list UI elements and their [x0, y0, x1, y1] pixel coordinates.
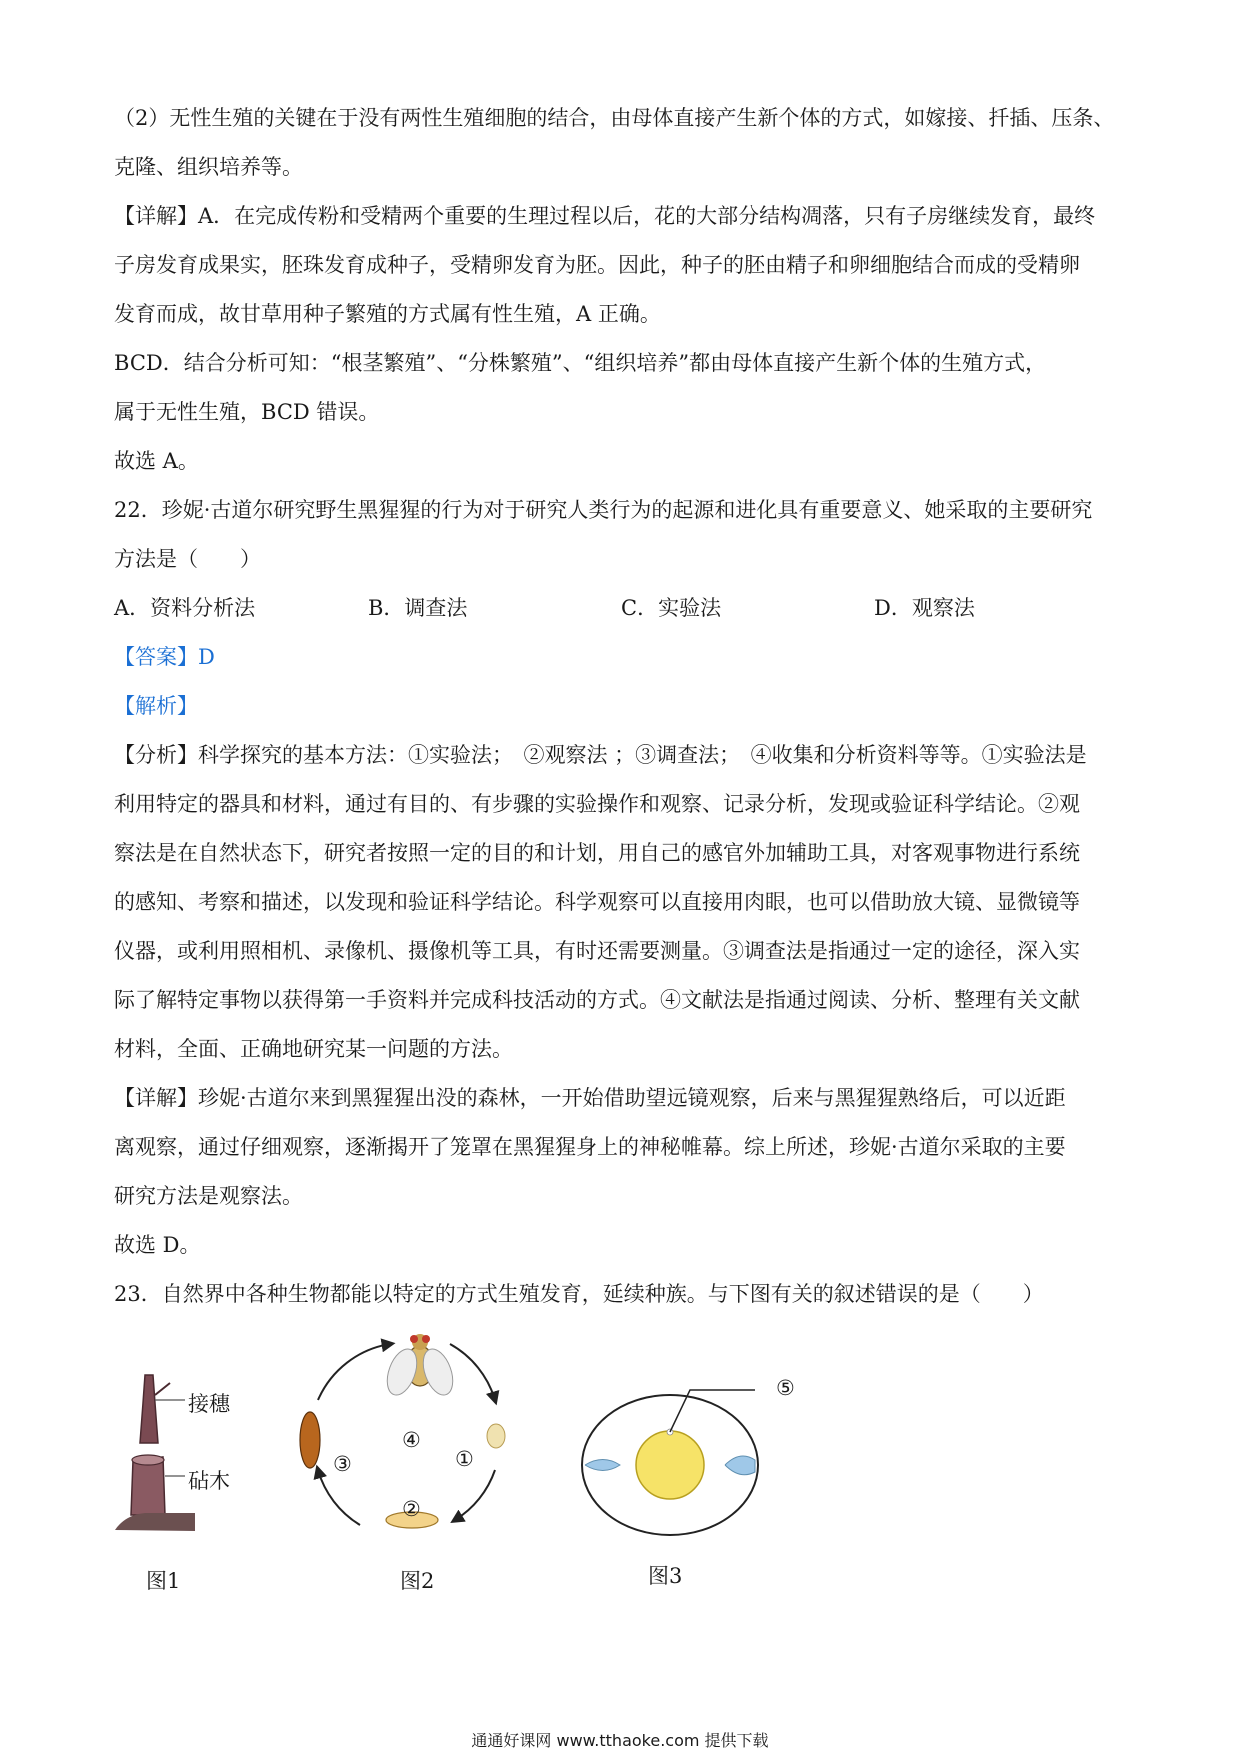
text-line: （2）无性生殖的关键在于没有两性生殖细胞的结合，由母体直接产生新个体的方式，如嫁接、扦插、压条、 [114, 106, 1115, 130]
scion-label: 接穗 [188, 1392, 230, 1416]
text-line: 【详解】A．在完成传粉和受精两个重要的生理过程以后，花的大部分结构凋落，只有子房继续发育，最终 [114, 204, 1096, 228]
text-line: 克隆、组织培养等。 [114, 155, 303, 179]
analysis-label: 【解析】 [114, 694, 198, 718]
stock-label: 砧木 [188, 1469, 230, 1493]
question-22-line1: 22．珍妮·古道尔研究野生黑猩猩的行为对于研究人类行为的起源和进化具有重要意义、她采取的主要研究 [114, 498, 1093, 522]
egg-icon [487, 1424, 505, 1448]
figure-3-egg-structure [575, 1380, 805, 1550]
text-line: 离观察，通过仔细观察，逐渐揭开了笼罩在黑猩猩身上的神秘帷幕。综上所述，珍妮·古道尔采取的主要 [114, 1135, 1066, 1159]
text-line: 的感知、考察和描述，以发现和验证科学结论。科学观察可以直接用肉眼，也可以借助放大镜、显微镜等 [114, 890, 1080, 914]
text-line: 材料，全面、正确地研究某一问题的方法。 [114, 1037, 513, 1061]
question-22-line2: 方法是（ ） [114, 547, 261, 571]
text-line: 仪器，或利用照相机、录像机、摄像机等工具，有时还需要测量。③调查法是指通过一定的途径，深入实 [114, 939, 1080, 963]
page-footer: 通通好课网 www.tthaoke.com 提供下载 [471, 1731, 769, 1750]
figure-3-caption: 图3 [648, 1564, 683, 1588]
stock-shape [131, 1457, 165, 1515]
part-5-number: ⑤ [776, 1376, 795, 1400]
stage-4-number: ④ [402, 1428, 421, 1452]
stage-3-number: ③ [333, 1452, 352, 1476]
text-line: 子房发育成果实，胚珠发育成种子，受精卵发育为胚。因此，种子的胚由精子和卵细胞结合而成的受精卵 [114, 253, 1080, 277]
figure-2-caption: 图2 [400, 1569, 435, 1593]
yolk [636, 1431, 704, 1499]
adult-fly-icon [382, 1334, 459, 1399]
scion-shape [140, 1375, 158, 1443]
text-line: 研究方法是观察法。 [114, 1184, 303, 1208]
option-a: A．资料分析法 [114, 596, 256, 620]
option-d: D．观察法 [874, 596, 975, 620]
text-line: 发育而成，故甘草用种子繁殖的方式属有性生殖，A 正确。 [114, 302, 661, 326]
text-line: 属于无性生殖，BCD 错误。 [114, 400, 380, 424]
text-line: 际了解特定事物以获得第一手资料并完成科技活动的方式。④文献法是指通过阅读、分析、整理有关文献 [114, 988, 1080, 1012]
stage-1-number: ① [455, 1447, 474, 1471]
stage-2-number: ② [402, 1497, 421, 1521]
text-line: BCD．结合分析可知：“根茎繁殖”、“分株繁殖”、“组织培养”都由母体直接产生新个体的生殖方式， [114, 351, 1047, 375]
pupa-icon [300, 1412, 320, 1468]
text-line: 【详解】珍妮·古道尔来到黑猩猩出没的森林，一开始借助望远镜观察，后来与黑猩猩熟络后，可以近距 [114, 1086, 1066, 1110]
text-line: 【分析】科学探究的基本方法：①实验法； ②观察法 ；③调查法； ④收集和分析资料等等。①实验法是 [114, 743, 1087, 767]
text-line: 故选 A。 [114, 449, 199, 473]
text-line: 察法是在自然状态下，研究者按照一定的目的和计划，用自己的感官外加辅助工具，对客观事物进行系统 [114, 841, 1080, 865]
question-23: 23．自然界中各种生物都能以特定的方式生殖发育，延续种族。与下图有关的叙述错误的是（ ） [114, 1282, 1044, 1306]
option-b: B．调查法 [368, 596, 468, 620]
text-line: 利用特定的器具和材料，通过有目的、有步骤的实验操作和观察、记录分析，发现或验证科学结论。②观 [114, 792, 1080, 816]
option-c: C．实验法 [621, 596, 722, 620]
figure-1-caption: 图1 [146, 1569, 181, 1593]
text-line: 故选 D。 [114, 1233, 201, 1257]
answer-label: 【答案】D [114, 645, 215, 669]
